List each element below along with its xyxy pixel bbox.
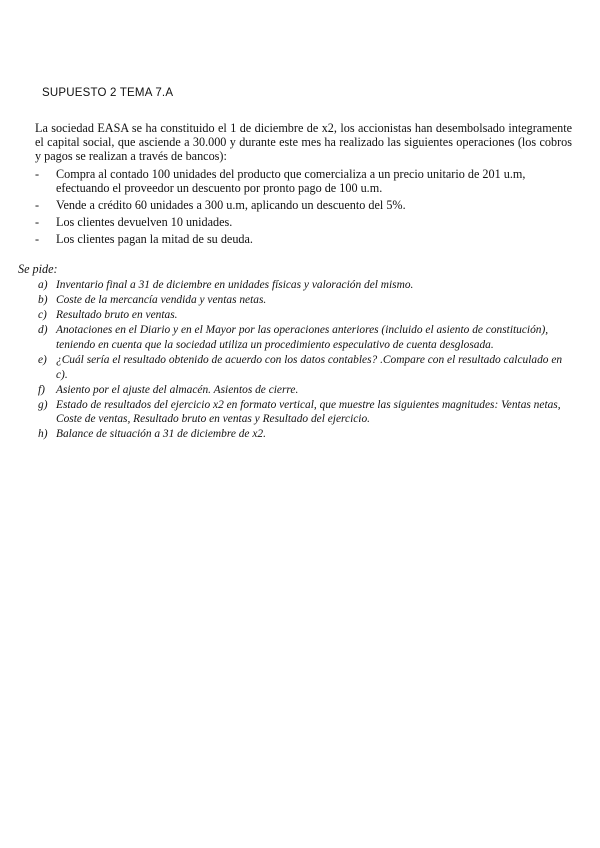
requirement-item: [38, 383, 572, 398]
document-title: SUPUESTO 2 TEMA 7.A: [42, 87, 174, 99]
operation-item: [35, 232, 572, 246]
operation-bullet: -: [35, 232, 40, 246]
requirement-text: Coste de la mercancía vendida y ventas netas.: [56, 294, 267, 307]
operation-text: Vende a crédito 60 unidades a 300 u.m, aplicando un descuento del 5%.: [56, 198, 406, 212]
requirement-text: Inventario final a 31 de diciembre en unidades físicas y valoración del mismo.: [56, 279, 414, 291]
requirement-mark: d): [38, 324, 48, 337]
operation-bullet: -: [35, 215, 40, 229]
requirements-list: [38, 278, 572, 443]
operation-item: [35, 167, 572, 195]
operation-text: Los clientes devuelven 10 unidades.: [56, 215, 233, 229]
requirement-item: [38, 353, 572, 382]
se-pide-heading: Se pide:: [18, 262, 58, 276]
requirement-text: Estado de resultados del ejercicio x2 en formato vertical, que muestre las siguientes magnitudes: Ventas netas, Coste de ventas, Resultado bruto en ventas y Resultado del ejercicio.: [56, 398, 561, 426]
operation-bullet: -: [35, 167, 40, 181]
requirement-text: Anotaciones en el Diario y en el Mayor por las operaciones anteriores (incluido el asiento de constitución), teniendo en cuenta que la sociedad utiliza un procedimiento especulativo de cuenta desglosada.: [56, 324, 549, 351]
requirement-item: [38, 427, 572, 442]
requirement-item: [38, 308, 572, 323]
requirement-mark: h): [38, 428, 48, 441]
operation-item: [35, 215, 572, 229]
requirement-item: [38, 293, 572, 308]
intro-paragraph: La sociedad EASA se ha constituido el 1 de diciembre de x2, los accionistas han desembolsado integramente el capital social, que asciende a 30.000 y durante este mes ha realizado las siguientes operaciones (los cobros y pagos se realizan a través de bancos):: [35, 121, 572, 163]
requirement-text: Resultado bruto en ventas.: [56, 309, 178, 322]
requirement-mark: f): [38, 383, 45, 396]
requirement-text: Balance de situación a 31 de diciembre de x2.: [56, 428, 266, 441]
operations-list: [35, 167, 572, 249]
operation-bullet: -: [35, 198, 40, 212]
requirement-mark: e): [38, 353, 47, 366]
requirement-item: [38, 323, 572, 352]
requirement-mark: g): [38, 398, 48, 411]
requirement-item: [38, 278, 572, 293]
operation-text: Los clientes pagan la mitad de su deuda.: [56, 232, 253, 246]
requirement-mark: c): [38, 309, 47, 322]
requirement-item: [38, 398, 572, 427]
requirement-mark: a): [38, 279, 48, 291]
requirement-mark: b): [38, 294, 48, 307]
requirement-text: Asiento por el ajuste del almacén. Asientos de cierre.: [56, 383, 299, 396]
requirement-text: ¿Cuál sería el resultado obtenido de acuerdo con los datos contables? .Compare con el resultado calculado en c).: [56, 353, 563, 381]
operation-item: [35, 198, 572, 212]
operation-text: Compra al contado 100 unidades del producto que comercializa a un precio unitario de 201 u.m, efectuando el proveedor un descuento por pronto pago de 100 u.m.: [56, 167, 526, 195]
